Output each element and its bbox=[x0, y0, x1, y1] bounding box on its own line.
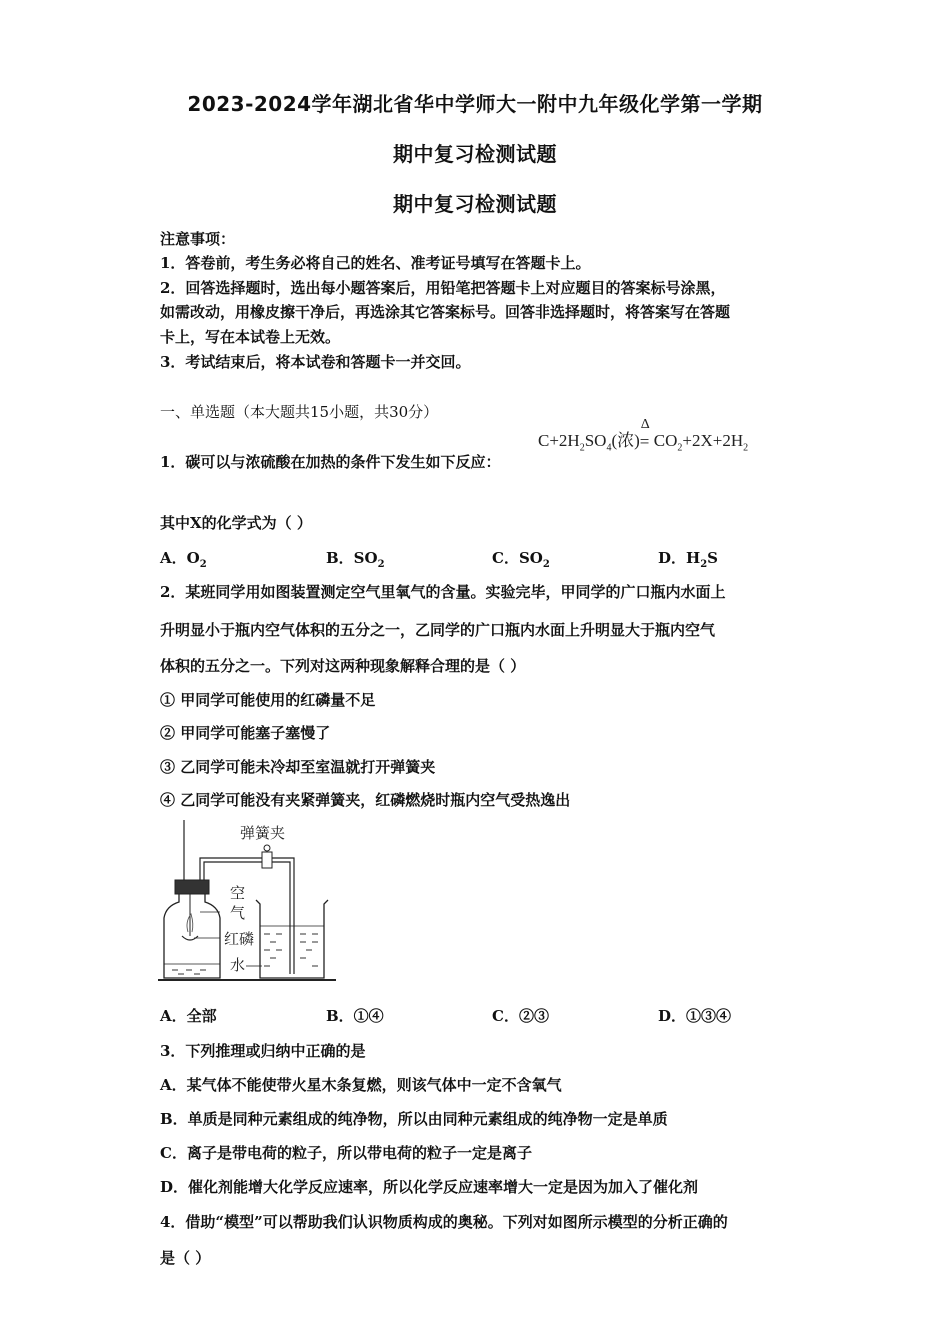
option-label: D．H bbox=[658, 549, 701, 567]
apparatus-diagram bbox=[158, 818, 348, 988]
option-label: C．SO bbox=[492, 549, 543, 567]
option-b[interactable]: B．单质是同种元素组成的纯净物，所以由同种元素组成的纯净物一定是单质 bbox=[160, 1110, 668, 1128]
notice-heading: 注意事项： bbox=[160, 230, 236, 248]
page-title: 2023-2024学年湖北省华中学师大一附中九年级化学第一学期 bbox=[187, 92, 763, 116]
question-stem: 2．某班同学用如图装置测定空气里氧气的含量。实验完毕，甲同学的广口瓶内水面上 bbox=[160, 583, 726, 601]
formula-subscript: 2 bbox=[677, 442, 683, 454]
question-stem: 4．借助“模型”可以帮助我们认识物质构成的奥秘。下列对如图所示模型的分析正确的 bbox=[160, 1213, 728, 1231]
option-b[interactable] bbox=[326, 548, 385, 575]
notice-item: 卡上，写在本试卷上无效。 bbox=[160, 328, 341, 346]
formula-subscript: 2 bbox=[743, 442, 749, 454]
question-text: 其中X的化学式为（ ） bbox=[160, 514, 312, 532]
formula-part: SO bbox=[584, 431, 607, 450]
question-stem: 3．下列推理或归纳中正确的是 bbox=[160, 1042, 366, 1060]
label-spring-clip: 弹簧夹 bbox=[240, 824, 286, 842]
option-b[interactable]: B．①④ bbox=[326, 1007, 384, 1025]
option-d[interactable]: D．①③④ bbox=[658, 1007, 732, 1025]
formula-subscript: 4 bbox=[606, 442, 612, 454]
option-c[interactable]: C．②③ bbox=[492, 1007, 549, 1025]
heating-condition bbox=[639, 417, 654, 451]
statement-item: ④ 乙同学可能没有夹紧弹簧夹，红磷燃烧时瓶内空气受热逸出 bbox=[160, 791, 571, 809]
statement-item: ② 甲同学可能塞子塞慢了 bbox=[160, 724, 331, 742]
option-d[interactable]: D．催化剂能增大化学反应速率，所以化学反应速率增大一定是因为加入了催化剂 bbox=[160, 1178, 699, 1196]
option-subscript: 2 bbox=[199, 559, 207, 570]
label-air: 气 bbox=[230, 904, 246, 922]
question-stem: 是（ ） bbox=[160, 1249, 211, 1267]
option-subscript: 2 bbox=[700, 559, 708, 570]
notice-item: 如需改动，用橡皮擦干净后，再选涂其它答案标号。回答非选择题时，将答案写在答题 bbox=[160, 303, 731, 321]
label-air: 空 bbox=[230, 884, 246, 902]
page-subtitle: 期中复习检测试题 bbox=[393, 142, 557, 166]
option-a[interactable]: A．某气体不能使带火星木条复燃，则该气体中一定不含氧气 bbox=[160, 1076, 562, 1094]
formula-part: C+2H bbox=[538, 431, 580, 450]
label-water: 水 bbox=[230, 956, 246, 974]
formula-subscript: 2 bbox=[579, 442, 585, 454]
notice-item: 2．回答选择题时，选出每小题答案后，用铅笔把答题卡上对应题目的答案标号涂黑， bbox=[160, 279, 726, 297]
chemical-equation bbox=[538, 417, 749, 454]
notice-item: 1．答卷前，考生务必将自己的姓名、准考证号填写在答题卡上。 bbox=[160, 254, 591, 272]
option-label: S bbox=[707, 549, 718, 567]
question-stem: 升明显小于瓶内空气体积的五分之一，乙同学的广口瓶内水面上升明显大于瓶内空气 bbox=[160, 621, 716, 639]
option-subscript: 2 bbox=[377, 559, 385, 570]
section-heading: 一、单选题（本大题共15小题，共30分） bbox=[160, 403, 439, 421]
option-c[interactable]: C．离子是带电荷的粒子，所以带电荷的粒子一定是离子 bbox=[160, 1144, 532, 1162]
question-stem: 1．碳可以与浓硫酸在加热的条件下发生如下反应： bbox=[160, 453, 501, 471]
page-subtitle-repeat: 期中复习检测试题 bbox=[393, 192, 557, 216]
option-c[interactable] bbox=[492, 548, 550, 575]
statement-item: ③ 乙同学可能未冷却至室温就打开弹簧夹 bbox=[160, 758, 436, 776]
label-red-phosphorus: 红磷 bbox=[224, 930, 255, 948]
apparatus-figure bbox=[158, 818, 348, 988]
equals-sign: = bbox=[639, 432, 650, 451]
option-subscript: 2 bbox=[542, 559, 550, 570]
notice-item: 3．考试结束后，将本试卷和答题卡一并交回。 bbox=[160, 353, 471, 371]
statement-item: ① 甲同学可能使用的红磷量不足 bbox=[160, 691, 376, 709]
option-a[interactable]: A．全部 bbox=[160, 1007, 217, 1025]
option-label: A．O bbox=[160, 549, 200, 567]
option-d[interactable] bbox=[658, 548, 718, 575]
formula-part: CO bbox=[653, 431, 678, 450]
option-a[interactable] bbox=[160, 548, 207, 575]
question-stem: 体积的五分之一。下列对这两种现象解释合理的是（ ） bbox=[160, 657, 526, 675]
delta-symbol: Δ bbox=[640, 417, 650, 432]
formula-part: (浓) bbox=[611, 431, 640, 450]
formula-part: +2X+2H bbox=[682, 431, 744, 450]
option-label: B．SO bbox=[326, 549, 378, 567]
